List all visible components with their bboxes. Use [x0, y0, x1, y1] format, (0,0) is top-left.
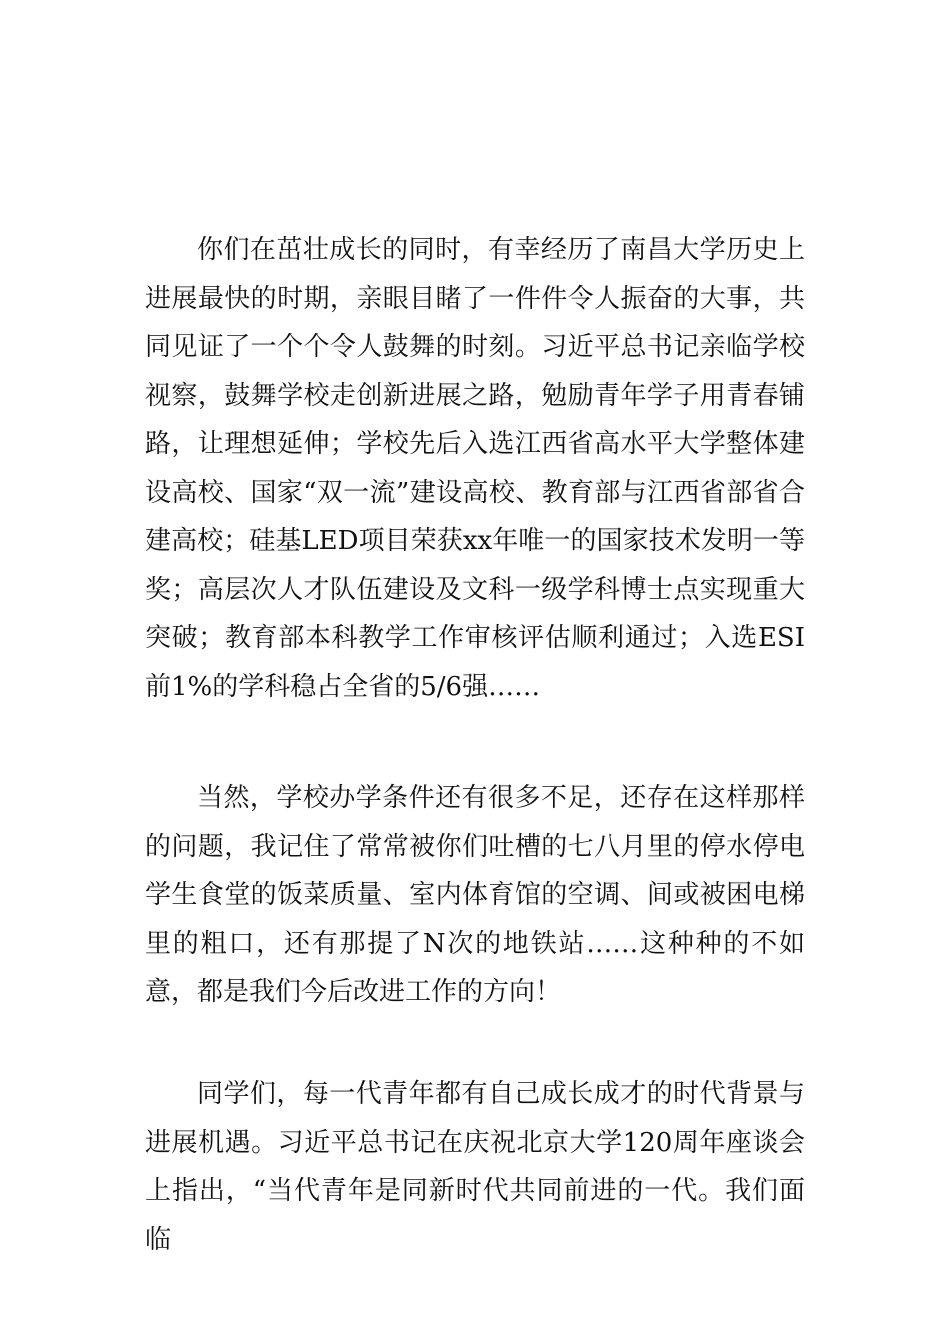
paragraph-achievements: 你们在茁壮成长的同时，有幸经历了南昌大学历史上进展最快的时期，亲眼目睹了一件件令人振奋的大事，共同见证了一个个令人鼓舞的时刻。习近平总书记亲临学校视察，鼓舞学校走创新进展之路，勉励青年学子用青春铺路，让理想延伸；学校先后入选江西省高水平大学整体建设高校、国家“双一流”建设高校、教育部与江西省部省合建高校；硅基LED项目荣获xx年唯一的国家技术发明一等奖；高层次人才队伍建设及文科一级学科博士点实现重大突破；教育部本科教学工作审核评估顺利通过；入选ESI前1%的学科稳占全省的5/6强……	[145, 235, 805, 702]
paragraph-shortcomings: 当然，学校办学条件还有很多不足，还存在这样那样的问题，我记住了常常被你们吐槽的七八月里的停水停电学生食堂的饭菜质量、室内体育馆的空调、间或被困电梯里的粗口，还有那提了N次的地铁站……这种种的不如意，都是我们今后改进工作的方向！	[145, 783, 805, 1007]
paragraph-new-era: 同学们，每一代青年都有自己成长成才的时代背景与进展机遇。习近平总书记在庆祝北京大学120周年座谈会上指出，“当代青年是同新时代共同前进的一代。我们面临	[145, 1079, 805, 1255]
